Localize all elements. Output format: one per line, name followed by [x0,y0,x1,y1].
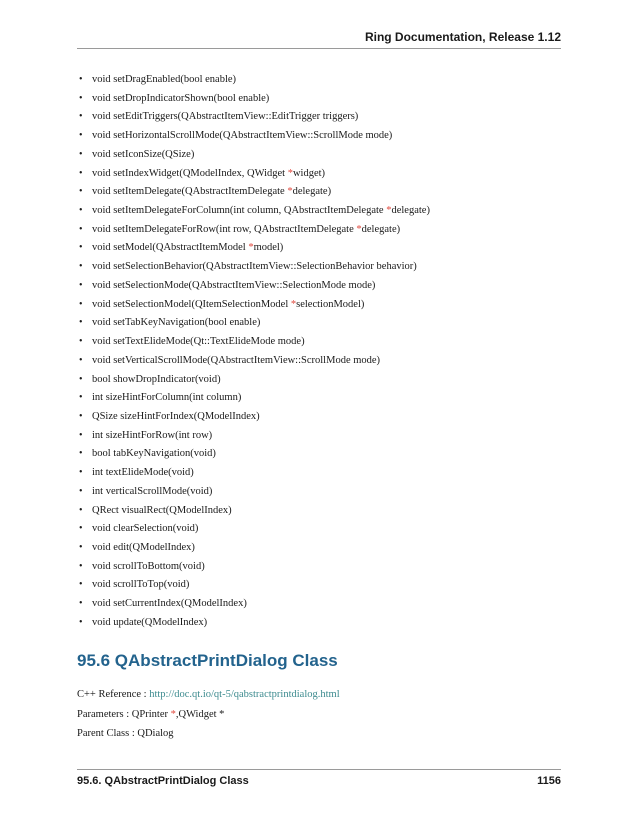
method-signature: int textElideMode(void) [92,467,194,479]
method-item [79,560,430,579]
method-signature: void setItemDelegateForRow(int row, QAbstractItemDelegate [92,223,357,235]
method-item [79,110,430,129]
method-signature-rest: delegate) [292,186,332,198]
method-signature: bool tabKeyNavigation(void) [92,448,216,460]
method-item [79,447,430,466]
bullet-icon: • [79,579,83,591]
method-item [79,410,430,429]
bullet-icon: • [79,560,83,572]
method-signature: void setEditTriggers(QAbstractItemView::EditTrigger triggers) [92,111,359,123]
parameters-star: * [170,709,176,720]
page-number: 1156 [537,775,561,787]
bullet-icon: • [79,410,83,422]
method-item [79,354,430,373]
bullet-icon: • [79,598,83,610]
pointer-star: * [290,298,297,310]
bullet-icon: • [79,354,83,366]
page-footer [77,769,561,788]
method-signature: QSize sizeHintForIndex(QModelIndex) [92,410,260,422]
bullet-icon: • [79,205,83,217]
method-signature: void setItemDelegate(QAbstractItemDelegate [92,186,288,198]
method-signature: void update(QModelIndex) [92,616,208,628]
method-item [79,504,430,523]
method-signature: bool showDropIndicator(void) [92,373,221,385]
bullet-icon: • [79,317,83,329]
method-signature-rest: widget) [292,167,326,179]
bullet-icon: • [79,261,83,273]
method-item [79,129,430,148]
cpp-reference [77,689,340,700]
method-item [79,185,430,204]
footer-section: 95.6. QAbstractPrintDialog Class [77,775,249,787]
method-item [79,485,430,504]
method-item [79,316,430,335]
page-header [77,30,561,49]
method-signature: void scrollToTop(void) [92,579,190,591]
method-item [79,578,430,597]
method-signature: void edit(QModelIndex) [92,541,195,553]
section-title: 95.6 QAbstractPrintDialog Class [77,651,338,670]
bullet-icon: • [79,504,83,516]
method-signature: void setDragEnabled(bool enable) [92,74,237,85]
pointer-star: * [386,205,392,217]
method-item [79,298,430,317]
method-list [79,73,430,635]
method-item [79,466,430,485]
method-item [79,279,430,298]
parameters-label: Parameters : QPrinter [77,709,171,720]
bullet-icon: • [79,448,83,460]
method-signature-rest: model) [253,242,284,254]
method-signature: void setHorizontalScrollMode(QAbstractItemView::ScrollMode mode) [92,130,393,142]
method-item [79,167,430,186]
bullet-icon: • [79,167,83,179]
bullet-icon: • [79,279,83,291]
method-signature-rest: delegate) [391,205,430,217]
method-item [79,223,430,242]
method-item [79,522,430,541]
bullet-icon: • [79,92,83,104]
method-item [79,616,430,635]
method-signature: void setModel(QAbstractItemModel [92,242,249,254]
method-item [79,541,430,560]
bullet-icon: • [79,223,83,235]
method-signature: void setSelectionBehavior(QAbstractItemView::SelectionBehavior behavior) [92,261,417,273]
method-signature: void clearSelection(void) [92,523,199,535]
method-item [79,73,430,92]
pointer-star: * [287,186,293,198]
bullet-icon: • [79,336,83,348]
bullet-icon: • [79,523,83,535]
method-item [79,597,430,616]
bullet-icon: • [79,373,83,385]
method-item [79,373,430,392]
method-signature: void setSelectionModel(QItemSelectionModel [92,298,291,310]
method-signature: void setVerticalScrollMode(QAbstractItemView::ScrollMode mode) [92,354,381,366]
method-signature: void setSelectionMode(QAbstractItemView::SelectionMode mode) [92,279,376,291]
bullet-icon: • [79,74,83,85]
bullet-icon: • [79,485,83,497]
bullet-icon: • [79,186,83,198]
method-item [79,335,430,354]
method-signature: QRect visualRect(QModelIndex) [92,504,232,516]
parameters-after: ,QWidget * [175,709,225,720]
cpp-reference-label: C++ Reference : [77,689,150,700]
method-item [79,204,430,223]
bullet-icon: • [79,467,83,479]
header-title: Ring Documentation, Release 1.12 [364,30,561,44]
method-signature-rest: delegate) [361,223,401,235]
method-signature: int sizeHintForColumn(int column) [92,392,242,404]
method-signature: void setIndexWidget(QModelIndex, QWidget [92,167,288,179]
cpp-reference-link[interactable]: http://doc.qt.io/qt-5/qabstractprintdialog.html [149,689,340,700]
method-signature: void setIconSize(QSize) [92,148,195,160]
bullet-icon: • [79,111,83,123]
bullet-icon: • [79,242,83,254]
parameters [77,709,224,720]
bullet-icon: • [79,392,83,404]
method-item [79,92,430,111]
bullet-icon: • [79,616,83,628]
pointer-star: * [287,167,293,179]
pointer-star: * [356,223,362,235]
bullet-icon: • [79,298,83,310]
method-signature: void setTextElideMode(Qt::TextElideMode mode) [92,336,305,348]
method-signature: void scrollToBottom(void) [92,560,205,572]
method-signature: void setDropIndicatorShown(bool enable) [92,92,270,104]
parent-class: Parent Class : QDialog [77,728,174,739]
bullet-icon: • [79,429,83,441]
method-item [79,260,430,279]
method-signature: int verticalScrollMode(void) [92,485,213,497]
pointer-star: * [248,242,254,254]
method-item [79,391,430,410]
bullet-icon: • [79,148,83,160]
method-signature-rest: selectionModel) [296,298,365,310]
method-item [79,148,430,167]
method-signature: void setCurrentIndex(QModelIndex) [92,598,247,610]
bullet-icon: • [79,130,83,142]
method-item [79,429,430,448]
method-signature: void setItemDelegateForColumn(int column, QAbstractItemDelegate [92,205,387,217]
method-signature: int sizeHintForRow(int row) [92,429,213,441]
bullet-icon: • [79,541,83,553]
method-signature: void setTabKeyNavigation(bool enable) [92,317,261,329]
method-item [79,241,430,260]
